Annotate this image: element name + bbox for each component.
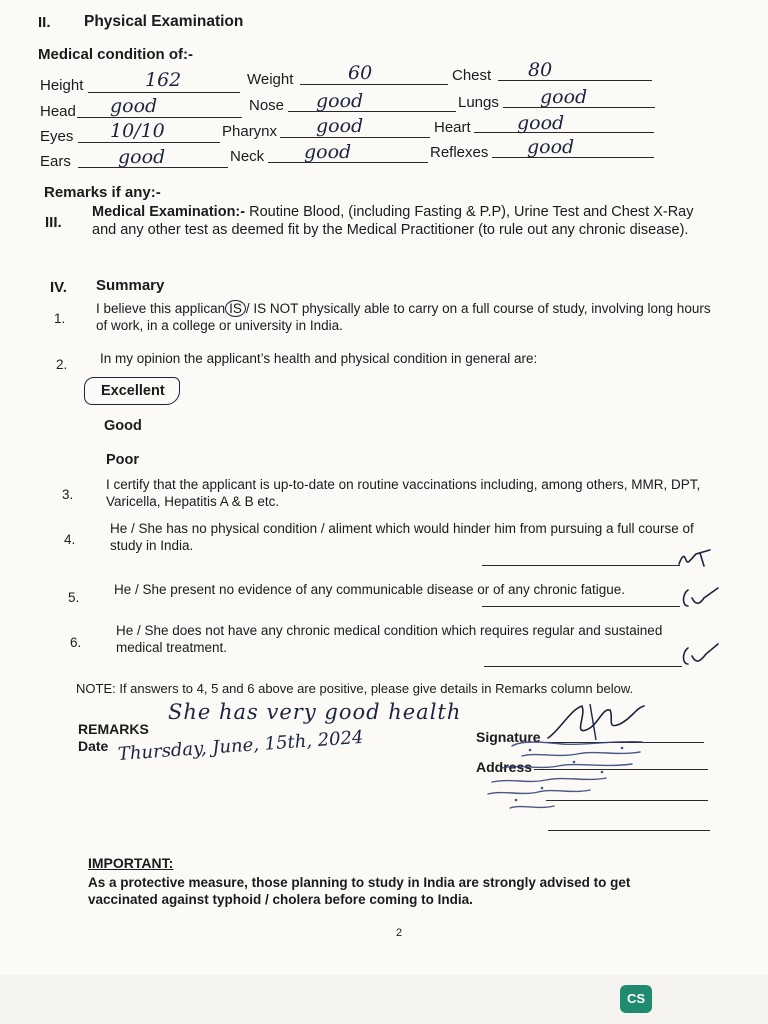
item-1-circled-option: IS bbox=[225, 300, 246, 317]
item-6-answer-line bbox=[484, 666, 682, 667]
reflexes-value: good bbox=[527, 136, 575, 158]
reflexes-label: Reflexes bbox=[430, 144, 489, 161]
pharynx-value: good bbox=[316, 115, 364, 137]
section-2-number: II. bbox=[38, 14, 51, 31]
nose-label: Nose bbox=[249, 97, 285, 114]
heart-label: Heart bbox=[434, 119, 471, 136]
lungs-label: Lungs bbox=[458, 94, 499, 111]
height-line bbox=[88, 92, 240, 93]
item-6-number: 6. bbox=[70, 635, 82, 650]
ears-value: good bbox=[118, 146, 166, 168]
item-5-number: 5. bbox=[68, 590, 80, 605]
date-label: Date bbox=[78, 738, 109, 754]
neck-value: good bbox=[304, 141, 352, 163]
eyes-value: 10/10 bbox=[110, 120, 165, 142]
option-excellent-selected: Excellent bbox=[84, 377, 180, 405]
eyes-line bbox=[78, 142, 220, 143]
section-2-subtitle: Medical condition of:- bbox=[38, 46, 193, 63]
item-6-text: He / She does not have any chronic medical condition which requires regular and sustained medical treatment. bbox=[116, 623, 663, 655]
section-4-number: IV. bbox=[50, 279, 67, 296]
item-3-text: I certify that the applicant is up-to-date on routine vaccinations including, among others, MMR, DPT, Varicella, Hepatitis A & B etc. bbox=[106, 477, 701, 509]
date-value: Thursday, June, 15th, 2024 bbox=[117, 726, 365, 765]
heart-value: good bbox=[517, 112, 565, 134]
height-label: Height bbox=[40, 77, 84, 94]
doctor-stamp-icon bbox=[482, 732, 662, 822]
chest-value: 80 bbox=[528, 59, 553, 81]
option-poor: Poor bbox=[106, 452, 140, 468]
section-4-title: Summary bbox=[96, 277, 165, 294]
eyes-label: Eyes bbox=[40, 128, 74, 145]
section-3-number: III. bbox=[45, 214, 62, 231]
important-text: As a protective measure, those planning to study in India are strongly advised to get vaccinated against typhoid / cholera before coming to India. bbox=[88, 875, 631, 907]
head-label: Head bbox=[40, 103, 76, 120]
nose-line bbox=[288, 111, 456, 112]
remarks-value: She has very good health bbox=[168, 700, 462, 724]
section-3-title: Medical Examination:- bbox=[92, 204, 246, 220]
item-2-text: In my opinion the applicant’s health and physical condition in general are: bbox=[100, 351, 538, 366]
item-4-tick-icon bbox=[676, 546, 716, 570]
remarks-label: REMARKS bbox=[78, 721, 149, 737]
address-label: Address bbox=[476, 759, 533, 775]
ears-label: Ears bbox=[40, 153, 71, 170]
item-5-answer-line bbox=[482, 606, 680, 607]
neck-label: Neck bbox=[230, 148, 265, 165]
nose-value: good bbox=[316, 90, 364, 112]
item-3-number: 3. bbox=[62, 487, 74, 502]
head-value: good bbox=[110, 95, 158, 117]
item-1-text-before: I believe this applican bbox=[96, 301, 226, 316]
note-text: NOTE: If answers to 4, 5 and 6 above are positive, please give details in Remarks column below. bbox=[76, 681, 634, 696]
weight-line bbox=[300, 84, 448, 85]
item-1-text bbox=[96, 300, 716, 334]
item-1-text-after: / IS NOT physically able to carry on a full course of study, involving long hours of work, in a college or university in India. bbox=[96, 301, 711, 333]
item-1-number: 1. bbox=[54, 311, 66, 326]
address-line-3 bbox=[548, 830, 710, 831]
section-3-content bbox=[92, 203, 712, 239]
section-2-title: Physical Examination bbox=[84, 13, 244, 30]
pharynx-label: Pharynx bbox=[222, 123, 278, 140]
item-2-number: 2. bbox=[56, 357, 68, 372]
chest-line bbox=[498, 80, 652, 81]
chest-label: Chest bbox=[452, 67, 492, 84]
height-value: 162 bbox=[145, 69, 182, 91]
weight-value: 60 bbox=[348, 62, 373, 84]
page-number: 2 bbox=[396, 927, 403, 939]
lungs-value: good bbox=[540, 86, 588, 108]
camscanner-logo-icon: CS bbox=[620, 985, 652, 1013]
item-4-text: He / She has no physical condition / aliment which would hinder him from pursuing a full course of study in India. bbox=[110, 521, 694, 553]
remarks-if-any-label: Remarks if any:- bbox=[44, 184, 161, 201]
item-4-number: 4. bbox=[64, 532, 76, 547]
option-good: Good bbox=[104, 418, 142, 434]
item-5-tick-icon bbox=[678, 584, 722, 612]
head-line bbox=[77, 117, 242, 118]
section-3-text: Routine Blood, (including Fasting & P.P), Urine Test and Chest X-Ray and any other test as deemed fit by the Medical Practitioner (to rule out any chronic disease). bbox=[92, 204, 694, 238]
important-title: IMPORTANT: bbox=[88, 855, 174, 871]
pharynx-line bbox=[280, 137, 430, 138]
item-4-answer-line bbox=[482, 565, 680, 566]
weight-label: Weight bbox=[247, 71, 294, 88]
item-6-tick-icon bbox=[678, 642, 722, 670]
signature-label: Signature bbox=[476, 729, 541, 745]
item-5-text: He / She present no evidence of any communicable disease or of any chronic fatigue. bbox=[114, 582, 626, 597]
